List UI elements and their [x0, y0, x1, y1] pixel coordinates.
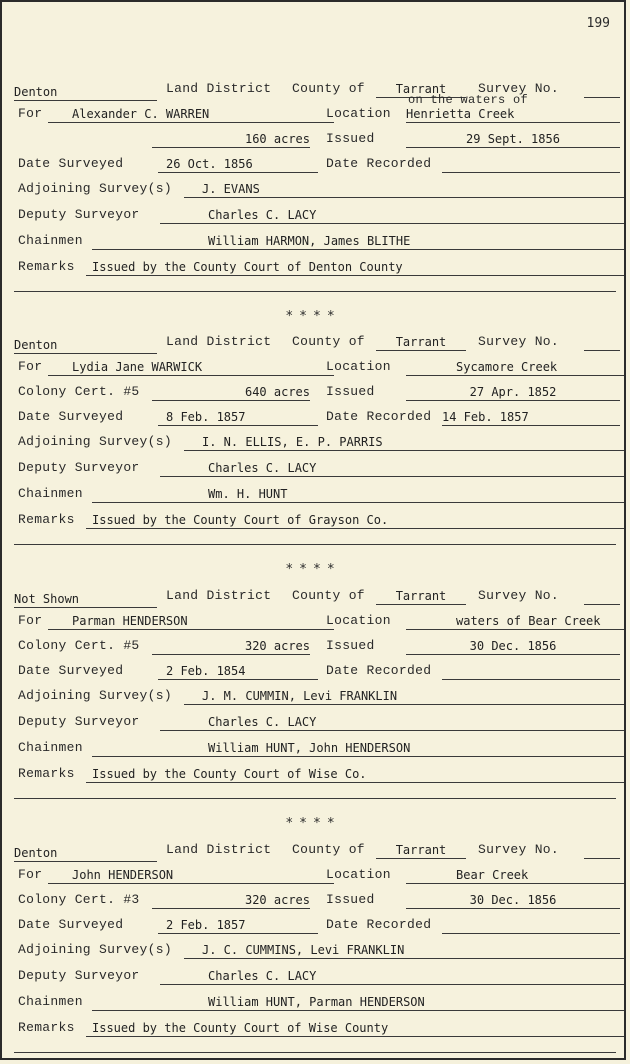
- record-4-acres-value: 320 acres: [152, 893, 310, 909]
- record-1-date-recorded-label: Date Recorded: [326, 156, 432, 171]
- record-1-land-district-label: Land District: [166, 81, 272, 96]
- record-4-end-line: [14, 1052, 616, 1053]
- record-1-location-note: on the waters of: [408, 93, 529, 107]
- record-1-for-value: Alexander C. WARREN: [48, 107, 334, 123]
- record-4-deputy-surveyor-value: Charles C. LACY: [160, 969, 626, 985]
- record-4-county-value: Tarrant: [376, 843, 466, 859]
- record-3-remarks-label: Remarks: [18, 766, 75, 781]
- record-4-location-label: Location: [326, 867, 391, 882]
- record-4-survey-no-label: Survey No.: [478, 842, 560, 857]
- record-1-deputy-surveyor-value: Charles C. LACY: [160, 208, 626, 224]
- record-3-issued-label: Issued: [326, 638, 375, 653]
- page-number: 199: [586, 16, 610, 31]
- record-2-separator: ****: [285, 562, 341, 577]
- record-2-date-recorded-value: 14 Feb. 1857: [442, 410, 620, 426]
- record-1-deputy-surveyor-label: Deputy Surveyor: [18, 207, 140, 222]
- record-4-issued-value: 30 Dec. 1856: [406, 893, 620, 909]
- record-3-for-label: For: [18, 613, 43, 628]
- record-4-deputy-surveyor-label: Deputy Surveyor: [18, 968, 140, 983]
- record-1-county-of-label: County of: [292, 81, 365, 96]
- record-3-colony-cert-label: Colony Cert. #5: [18, 638, 140, 653]
- record-1-issued-label: Issued: [326, 131, 375, 146]
- record-3-end-line: [14, 798, 616, 799]
- record-3-adjoining-label: Adjoining Survey(s): [18, 688, 172, 703]
- record-2-acres-value: 640 acres: [152, 385, 310, 401]
- record-4-issued-label: Issued: [326, 892, 375, 907]
- record-3-location-value: waters of Bear Creek: [406, 614, 626, 630]
- record-2-issued-label: Issued: [326, 384, 375, 399]
- record-4-remarks-label: Remarks: [18, 1020, 75, 1035]
- record-2-land-district-value: Denton: [14, 338, 157, 354]
- record-4-location-value: Bear Creek: [406, 868, 626, 884]
- record-2-date-recorded-label: Date Recorded: [326, 409, 432, 424]
- record-2-location-label: Location: [326, 359, 391, 374]
- record-1-acres-value: 160 acres: [152, 132, 310, 148]
- record-3-date-recorded-label: Date Recorded: [326, 663, 432, 678]
- record-2-chainmen-value: Wm. H. HUNT: [92, 487, 626, 503]
- record-4-adjoining-label: Adjoining Survey(s): [18, 942, 172, 957]
- record-1-land-district-value: Denton: [14, 85, 157, 101]
- record-4-for-label: For: [18, 867, 43, 882]
- record-4-adjoining-value: J. C. CUMMINS, Levi FRANKLIN: [184, 943, 626, 959]
- record-2-land-district-label: Land District: [166, 334, 272, 349]
- record-3-survey-no-value: [584, 589, 620, 605]
- record-1-separator: ****: [285, 309, 341, 324]
- record-3-for-value: Parman HENDERSON: [48, 614, 334, 630]
- record-3-land-district-value: Not Shown: [14, 592, 157, 608]
- record-3-acres-value: 320 acres: [152, 639, 310, 655]
- record-2-adjoining-label: Adjoining Survey(s): [18, 434, 172, 449]
- record-3-chainmen-value: William HUNT, John HENDERSON: [92, 741, 626, 757]
- record-1-date-surveyed-value: 26 Oct. 1856: [158, 157, 318, 173]
- record-3-date-surveyed-label: Date Surveyed: [18, 663, 124, 678]
- record-3-land-district-label: Land District: [166, 588, 272, 603]
- record-2-location-value: Sycamore Creek: [406, 360, 626, 376]
- record-2-remarks-value: Issued by the County Court of Grayson Co.: [86, 513, 626, 529]
- record-1-adjoining-label: Adjoining Survey(s): [18, 181, 172, 196]
- record-2-date-surveyed-value: 8 Feb. 1857: [158, 410, 318, 426]
- record-4-county-of-label: County of: [292, 842, 365, 857]
- record-1-remarks-label: Remarks: [18, 259, 75, 274]
- record-2-for-label: For: [18, 359, 43, 374]
- record-2-for-value: Lydia Jane WARWICK: [48, 360, 334, 376]
- record-2-deputy-surveyor-label: Deputy Surveyor: [18, 460, 140, 475]
- record-1-adjoining-value: J. EVANS: [184, 182, 626, 198]
- record-1-location-value: Henrietta Creek: [406, 107, 620, 123]
- record-3-date-surveyed-value: 2 Feb. 1854: [158, 664, 318, 680]
- record-3-adjoining-value: J. M. CUMMIN, Levi FRANKLIN: [184, 689, 626, 705]
- record-2-remarks-label: Remarks: [18, 512, 75, 527]
- record-2-survey-no-value: [584, 335, 620, 351]
- record-1-for-label: For: [18, 106, 43, 121]
- record-2-county-of-label: County of: [292, 334, 365, 349]
- record-4-date-surveyed-value: 2 Feb. 1857: [158, 918, 318, 934]
- record-1-county-value: Tarrant: [376, 82, 466, 98]
- record-3-date-recorded-value: [442, 664, 620, 680]
- record-2-adjoining-value: I. N. ELLIS, E. P. PARRIS: [184, 435, 626, 451]
- record-1-end-line: [14, 291, 616, 292]
- record-1-issued-value: 29 Sept. 1856: [406, 132, 620, 148]
- record-2-county-value: Tarrant: [376, 335, 466, 351]
- record-3-chainmen-label: Chainmen: [18, 740, 83, 755]
- record-4-chainmen-label: Chainmen: [18, 994, 83, 1009]
- record-1-location-label: Location: [326, 106, 391, 121]
- record-3-issued-value: 30 Dec. 1856: [406, 639, 620, 655]
- record-1-chainmen-label: Chainmen: [18, 233, 83, 248]
- record-1-date-recorded-value: [442, 157, 620, 173]
- record-3-deputy-surveyor-label: Deputy Surveyor: [18, 714, 140, 729]
- record-4-colony-cert-label: Colony Cert. #3: [18, 892, 140, 907]
- record-1-chainmen-value: William HARMON, James BLITHE: [92, 234, 626, 250]
- record-4-land-district-value: Denton: [14, 846, 157, 862]
- record-4-date-recorded-value: [442, 918, 620, 934]
- record-1-date-surveyed-label: Date Surveyed: [18, 156, 124, 171]
- record-3-deputy-surveyor-value: Charles C. LACY: [160, 715, 626, 731]
- record-2-colony-cert-label: Colony Cert. #5: [18, 384, 140, 399]
- record-3-remarks-value: Issued by the County Court of Wise Co.: [86, 767, 626, 783]
- record-4-remarks-value: Issued by the County Court of Wise County: [86, 1021, 626, 1037]
- record-2-end-line: [14, 544, 616, 545]
- record-4-chainmen-value: William HUNT, Parman HENDERSON: [92, 995, 626, 1011]
- record-4-land-district-label: Land District: [166, 842, 272, 857]
- record-1-survey-no-value: [584, 82, 620, 98]
- record-3-location-label: Location: [326, 613, 391, 628]
- record-2-survey-no-label: Survey No.: [478, 334, 560, 349]
- record-1-remarks-value: Issued by the County Court of Denton County: [86, 260, 626, 276]
- record-4-date-surveyed-label: Date Surveyed: [18, 917, 124, 932]
- record-4-date-recorded-label: Date Recorded: [326, 917, 432, 932]
- record-2-issued-value: 27 Apr. 1852: [406, 385, 620, 401]
- record-4-survey-no-value: [584, 843, 620, 859]
- record-2-deputy-surveyor-value: Charles C. LACY: [160, 461, 626, 477]
- record-2-date-surveyed-label: Date Surveyed: [18, 409, 124, 424]
- record-3-county-of-label: County of: [292, 588, 365, 603]
- record-3-county-value: Tarrant: [376, 589, 466, 605]
- record-1-survey-no-label: Survey No.: [478, 81, 560, 96]
- record-4-for-value: John HENDERSON: [48, 868, 334, 884]
- record-3-separator: ****: [285, 816, 341, 831]
- record-2-chainmen-label: Chainmen: [18, 486, 83, 501]
- record-3-survey-no-label: Survey No.: [478, 588, 560, 603]
